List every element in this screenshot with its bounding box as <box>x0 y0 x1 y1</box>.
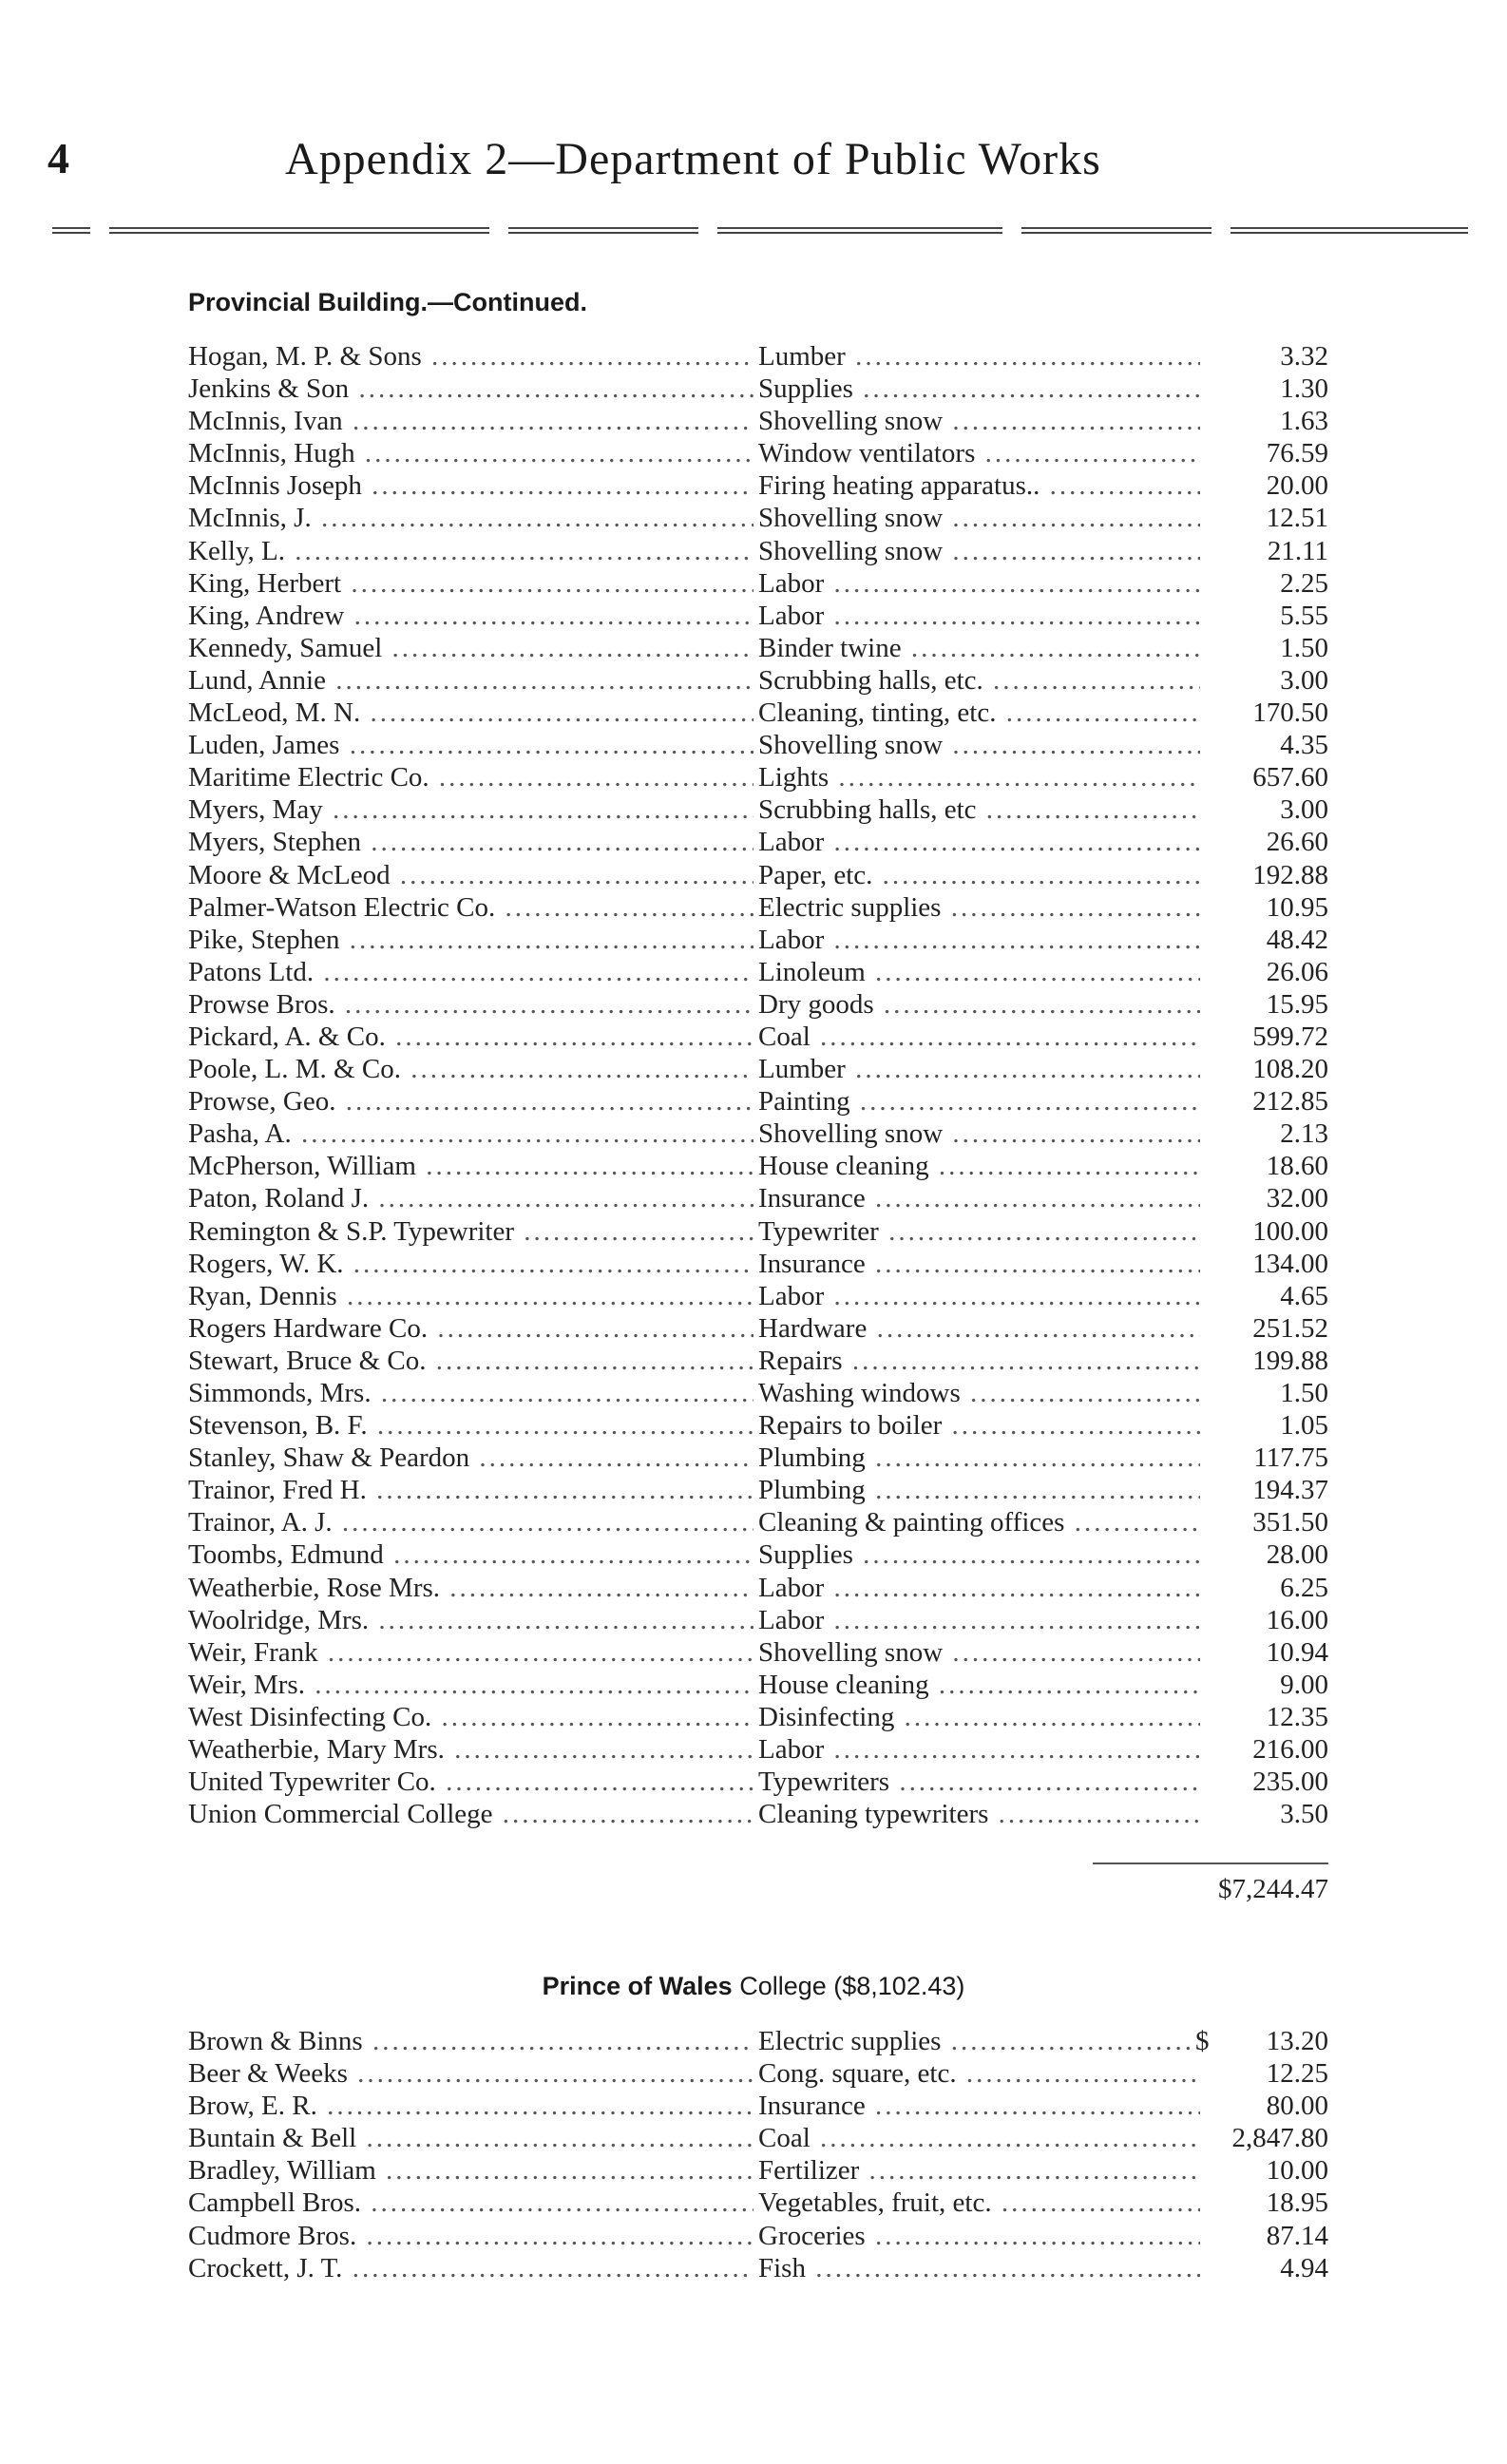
item-description: Repairs to boiler ..... <box>758 1409 1200 1442</box>
ledger-row <box>188 988 1328 1021</box>
ledger-row <box>188 1604 1328 1636</box>
item-description: Plumbing ..... <box>758 1474 1200 1506</box>
item-description: Coal ..... <box>758 2122 1200 2154</box>
amount: 3.32 <box>1280 341 1328 372</box>
ledger-prince-of-wales-college <box>188 2025 1328 2284</box>
payee-name: Campbell Bros. ..... <box>188 2187 754 2219</box>
payee-name: McInnis, Ivan ..... <box>188 405 754 437</box>
ledger-row <box>188 1312 1328 1345</box>
payee-name: Pike, Stephen ..... <box>188 924 754 956</box>
item-description: Groceries ..... <box>758 2220 1200 2252</box>
payee-name: Maritime Electric Co. ..... <box>188 761 754 793</box>
page-title: Appendix 2—Department of Public Works <box>285 134 1101 184</box>
payee-name: Bradley, William ..... <box>188 2154 754 2187</box>
item-description: Lumber ..... <box>758 1053 1200 1085</box>
item-description: Shovelling snow ..... <box>758 535 1200 567</box>
amount: 199.88 <box>1252 1345 1328 1376</box>
payee-name: Rogers Hardware Co. ..... <box>188 1312 754 1345</box>
section-heading-detail: College ($8,102.43) <box>739 1972 965 2000</box>
item-description: Hardware ..... <box>758 1312 1200 1345</box>
item-description: Shovelling snow ..... <box>758 502 1200 534</box>
item-description: Binder twine ..... <box>758 632 1200 664</box>
amount: 12.25 <box>1266 2058 1328 2090</box>
item-description: House cleaning ..... <box>758 1150 1200 1182</box>
ledger-row <box>188 1572 1328 1604</box>
divider-segment <box>717 227 1002 234</box>
ledger-row <box>188 1377 1328 1409</box>
item-description: Coal ..... <box>758 1021 1200 1053</box>
ledger-row <box>188 2090 1328 2122</box>
payee-name: Luden, James ..... <box>188 729 754 761</box>
amount: 2.13 <box>1280 1118 1328 1150</box>
divider-segment <box>1021 227 1211 234</box>
ledger-row <box>188 1085 1328 1117</box>
payee-name: Stewart, Bruce & Co. ..... <box>188 1345 754 1377</box>
payee-name: Weir, Frank ..... <box>188 1636 754 1669</box>
item-description: Painting ..... <box>758 1085 1200 1117</box>
amount: 13.20 <box>1266 2026 1328 2056</box>
amount: 1.50 <box>1280 1378 1328 1408</box>
payee-name: Pickard, A. & Co. ..... <box>188 1021 754 1053</box>
item-description: Scrubbing halls, etc. ..... <box>758 664 1200 697</box>
item-description: Disinfecting ..... <box>758 1701 1200 1733</box>
payee-name: United Typewriter Co. ..... <box>188 1766 754 1798</box>
ledger-row <box>188 1798 1328 1830</box>
item-description: Firing heating apparatus.. ..... <box>758 469 1200 502</box>
amount: 657.60 <box>1252 762 1328 793</box>
amount: 5.55 <box>1280 600 1328 631</box>
amount: 3.00 <box>1280 794 1328 826</box>
amount: 117.75 <box>1253 1442 1328 1474</box>
ledger-row <box>188 2057 1328 2090</box>
payee-name: McInnis, J. ..... <box>188 502 754 534</box>
amount: 4.35 <box>1280 730 1328 761</box>
payee-name: Ryan, Dennis ..... <box>188 1280 754 1312</box>
amount: 2,847.80 <box>1231 2123 1328 2154</box>
item-description: Labor ..... <box>758 826 1200 858</box>
ledger-row <box>188 340 1328 372</box>
ledger-row <box>188 1636 1328 1669</box>
payee-name: Rogers, W. K. ..... <box>188 1248 754 1280</box>
ledger-row <box>188 826 1328 858</box>
amount: 599.72 <box>1252 1021 1328 1052</box>
payee-name: Paton, Roland J. ..... <box>188 1182 754 1214</box>
item-description: Cleaning & painting offices ..... <box>758 1506 1200 1538</box>
amount: 100.00 <box>1252 1215 1328 1247</box>
amount: 251.52 <box>1252 1312 1328 1344</box>
amount: 10.00 <box>1266 2155 1328 2187</box>
amount: 192.88 <box>1252 859 1328 890</box>
payee-name: Simmonds, Mrs. ..... <box>188 1377 754 1409</box>
payee-name: Remington & S.P. Typewriter ..... <box>188 1215 754 1248</box>
item-description: Insurance ..... <box>758 2090 1200 2122</box>
amount: 212.85 <box>1252 1086 1328 1117</box>
amount: 351.50 <box>1252 1507 1328 1538</box>
payee-name: Palmer-Watson Electric Co. ..... <box>188 891 754 924</box>
ledger-row <box>188 437 1328 469</box>
amount: 12.35 <box>1266 1701 1328 1732</box>
amount: 134.00 <box>1252 1248 1328 1279</box>
amount: 1.63 <box>1280 406 1328 437</box>
amount: 28.00 <box>1266 1539 1328 1571</box>
payee-name: Trainor, A. J. ..... <box>188 1506 754 1538</box>
payee-name: West Disinfecting Co. ..... <box>188 1701 754 1733</box>
item-description: Shovelling snow ..... <box>758 1636 1200 1669</box>
payee-name: McInnis Joseph ..... <box>188 469 754 502</box>
ledger-row <box>188 1182 1328 1214</box>
item-description: Electric supplies ..... <box>758 891 1200 924</box>
amount: 80.00 <box>1266 2091 1328 2122</box>
payee-name: Toombs, Edmund ..... <box>188 1538 754 1571</box>
item-description: Supplies ..... <box>758 372 1200 405</box>
amount: 4.65 <box>1280 1280 1328 1311</box>
ledger-row <box>188 729 1328 761</box>
section-heading-provincial-building: Provincial Building.—Continued. <box>188 288 588 316</box>
amount: 20.00 <box>1266 470 1328 502</box>
divider-segment <box>52 227 90 234</box>
payee-name: Myers, May ..... <box>188 793 754 826</box>
ledger-row <box>188 405 1328 437</box>
item-description: Linoleum ..... <box>758 956 1200 988</box>
amount: 216.00 <box>1252 1734 1328 1766</box>
payee-name: Hogan, M. P. & Sons ..... <box>188 340 754 372</box>
ledger-row <box>188 1701 1328 1733</box>
item-description: Insurance ..... <box>758 1182 1200 1214</box>
payee-name: Prowse, Geo. ..... <box>188 1085 754 1117</box>
payee-name: Woolridge, Mrs. ..... <box>188 1604 754 1636</box>
item-description: Repairs ..... <box>758 1345 1200 1377</box>
divider-segment <box>1230 227 1468 234</box>
item-description: Window ventilators ..... <box>758 437 1200 469</box>
payee-name: McInnis, Hugh ..... <box>188 437 754 469</box>
amount: 2.25 <box>1280 567 1328 599</box>
item-description: Labor ..... <box>758 567 1200 600</box>
payee-name: Brow, E. R. ..... <box>188 2090 754 2122</box>
ledger-row <box>188 1474 1328 1506</box>
section-total: $7,244.47 <box>1093 1862 1328 1905</box>
ledger-row <box>188 924 1328 956</box>
ledger-row <box>188 956 1328 988</box>
ledger-row <box>188 469 1328 502</box>
amount: 26.06 <box>1266 956 1328 987</box>
amount: 1.50 <box>1280 632 1328 663</box>
item-description: Labor ..... <box>758 924 1200 956</box>
item-description: Cong. square, etc. ..... <box>758 2057 1200 2090</box>
item-description: Cleaning, tinting, etc. ..... <box>758 697 1200 729</box>
payee-name: McLeod, M. N. ..... <box>188 697 754 729</box>
payee-name: Brown & Binns ..... <box>188 2025 754 2057</box>
item-description: Plumbing ..... <box>758 1442 1200 1474</box>
item-description: Electric supplies ..... <box>758 2025 1191 2057</box>
amount: 16.00 <box>1266 1604 1328 1635</box>
section-heading-prince-of-wales <box>0 1972 1507 2001</box>
ledger-row <box>188 1409 1328 1442</box>
ledger-provincial-building <box>188 340 1328 1830</box>
payee-name: Patons Ltd. ..... <box>188 956 754 988</box>
item-description: Labor ..... <box>758 1604 1200 1636</box>
payee-name: Weatherbie, Mary Mrs. ..... <box>188 1733 754 1766</box>
item-description: House cleaning ..... <box>758 1669 1200 1701</box>
ledger-row <box>188 793 1328 826</box>
item-description: Shovelling snow ..... <box>758 405 1200 437</box>
payee-name: Cudmore Bros. ..... <box>188 2220 754 2252</box>
payee-name: Pasha, A. ..... <box>188 1117 754 1150</box>
payee-name: Kelly, L. ..... <box>188 535 754 567</box>
amount: 12.51 <box>1266 503 1328 534</box>
amount: 48.42 <box>1266 924 1328 955</box>
item-description: Fertilizer ..... <box>758 2154 1200 2187</box>
ledger-row <box>188 567 1328 600</box>
ledger-row <box>188 891 1328 924</box>
amount: 1.05 <box>1280 1410 1328 1442</box>
payee-name: McPherson, William ..... <box>188 1150 754 1182</box>
amount: 170.50 <box>1252 697 1328 729</box>
amount: 21.11 <box>1267 535 1328 566</box>
ledger-row <box>188 1150 1328 1182</box>
item-description: Typewriter ..... <box>758 1215 1200 1248</box>
payee-name: Beer & Weeks ..... <box>188 2057 754 2090</box>
ledger-row <box>188 2252 1328 2284</box>
amount: 108.20 <box>1252 1054 1328 1085</box>
amount: 6.25 <box>1280 1572 1328 1603</box>
payee-name: Lund, Annie ..... <box>188 664 754 697</box>
payee-name: King, Andrew ..... <box>188 600 754 632</box>
divider-segment <box>109 227 489 234</box>
item-description: Insurance ..... <box>758 1248 1200 1280</box>
ledger-row <box>188 1280 1328 1312</box>
item-description: Dry goods ..... <box>758 988 1200 1021</box>
item-description: Labor ..... <box>758 600 1200 632</box>
item-description: Scrubbing halls, etc ..... <box>758 793 1200 826</box>
ledger-row <box>188 1345 1328 1377</box>
ledger-row <box>188 372 1328 405</box>
ledger-row <box>188 1021 1328 1053</box>
payee-name: King, Herbert ..... <box>188 567 754 600</box>
ledger-row <box>188 761 1328 793</box>
item-description: Cleaning typewriters ..... <box>758 1798 1200 1830</box>
payee-name: Poole, L. M. & Co. ..... <box>188 1053 754 1085</box>
payee-name: Stevenson, B. F. ..... <box>188 1409 754 1442</box>
ledger-row <box>188 2025 1328 2057</box>
page-number: 4 <box>48 134 69 182</box>
item-description: Typewriters ..... <box>758 1766 1200 1798</box>
ledger-row <box>188 502 1328 534</box>
ledger-row <box>188 2187 1328 2219</box>
ledger-row <box>188 1117 1328 1150</box>
amount: 3.50 <box>1280 1799 1328 1830</box>
item-description: Shovelling snow ..... <box>758 729 1200 761</box>
ledger-row <box>188 2154 1328 2187</box>
item-description: Labor ..... <box>758 1572 1200 1604</box>
item-description: Labor ..... <box>758 1280 1200 1312</box>
ledger-row <box>188 1766 1328 1798</box>
item-description: Supplies ..... <box>758 1538 1200 1571</box>
ledger-row <box>188 2122 1328 2154</box>
page-header <box>48 133 1235 190</box>
ledger-row <box>188 600 1328 632</box>
payee-name: Union Commercial College ..... <box>188 1798 754 1830</box>
divider-segment <box>508 227 698 234</box>
ledger-row <box>188 859 1328 891</box>
payee-name: Weatherbie, Rose Mrs. ..... <box>188 1572 754 1604</box>
ledger-row <box>188 1506 1328 1538</box>
item-description: Vegetables, fruit, etc. ..... <box>758 2187 1200 2219</box>
ledger-row <box>188 697 1328 729</box>
item-description: Fish ..... <box>758 2252 1200 2284</box>
amount: 18.95 <box>1266 2187 1328 2219</box>
item-description: Paper, etc. ..... <box>758 859 1200 891</box>
ledger-row <box>188 1442 1328 1474</box>
item-description: Shovelling snow ..... <box>758 1117 1200 1150</box>
ledger-row <box>188 1669 1328 1701</box>
payee-name: Myers, Stephen ..... <box>188 826 754 858</box>
ledger-row <box>188 2220 1328 2252</box>
section-heading-name: Prince of Wales <box>542 1972 733 2000</box>
amount: 18.60 <box>1266 1151 1328 1182</box>
item-description: Lumber ..... <box>758 340 1200 372</box>
payee-name: Stanley, Shaw & Peardon ..... <box>188 1442 754 1474</box>
payee-name: Kennedy, Samuel ..... <box>188 632 754 664</box>
payee-name: Jenkins & Son ..... <box>188 372 754 405</box>
payee-name: Weir, Mrs. ..... <box>188 1669 754 1701</box>
amount: 3.00 <box>1280 664 1328 696</box>
ledger-row <box>188 535 1328 567</box>
payee-name: Prowse Bros. ..... <box>188 988 754 1021</box>
ledger-row <box>188 1053 1328 1085</box>
amount: 4.94 <box>1280 2252 1328 2283</box>
ledger-row <box>188 664 1328 697</box>
ledger-row <box>188 1248 1328 1280</box>
payee-name: Trainor, Fred H. ..... <box>188 1474 754 1506</box>
amount: 32.00 <box>1266 1183 1328 1214</box>
ledger-row <box>188 632 1328 664</box>
amount: 10.94 <box>1266 1636 1328 1668</box>
header-divider <box>52 224 1468 238</box>
payee-name: Buntain & Bell ..... <box>188 2122 754 2154</box>
amount: 194.37 <box>1252 1475 1328 1506</box>
item-description: Labor ..... <box>758 1733 1200 1766</box>
currency-symbol: $ <box>1195 2026 1210 2056</box>
amount: 76.59 <box>1266 438 1328 469</box>
amount: 1.30 <box>1280 373 1328 405</box>
amount: 235.00 <box>1252 1767 1328 1798</box>
payee-name: Crockett, J. T. ..... <box>188 2252 754 2284</box>
amount: 87.14 <box>1266 2220 1328 2251</box>
item-description: Washing windows ..... <box>758 1377 1200 1409</box>
amount: 10.95 <box>1266 891 1328 923</box>
amount: 26.60 <box>1266 827 1328 858</box>
payee-name: Moore & McLeod ..... <box>188 859 754 891</box>
amount: 15.95 <box>1266 988 1328 1020</box>
amount: 9.00 <box>1280 1669 1328 1700</box>
ledger-row <box>188 1538 1328 1571</box>
ledger-row <box>188 1733 1328 1766</box>
item-description: Lights ..... <box>758 761 1200 793</box>
ledger-row <box>188 1215 1328 1248</box>
